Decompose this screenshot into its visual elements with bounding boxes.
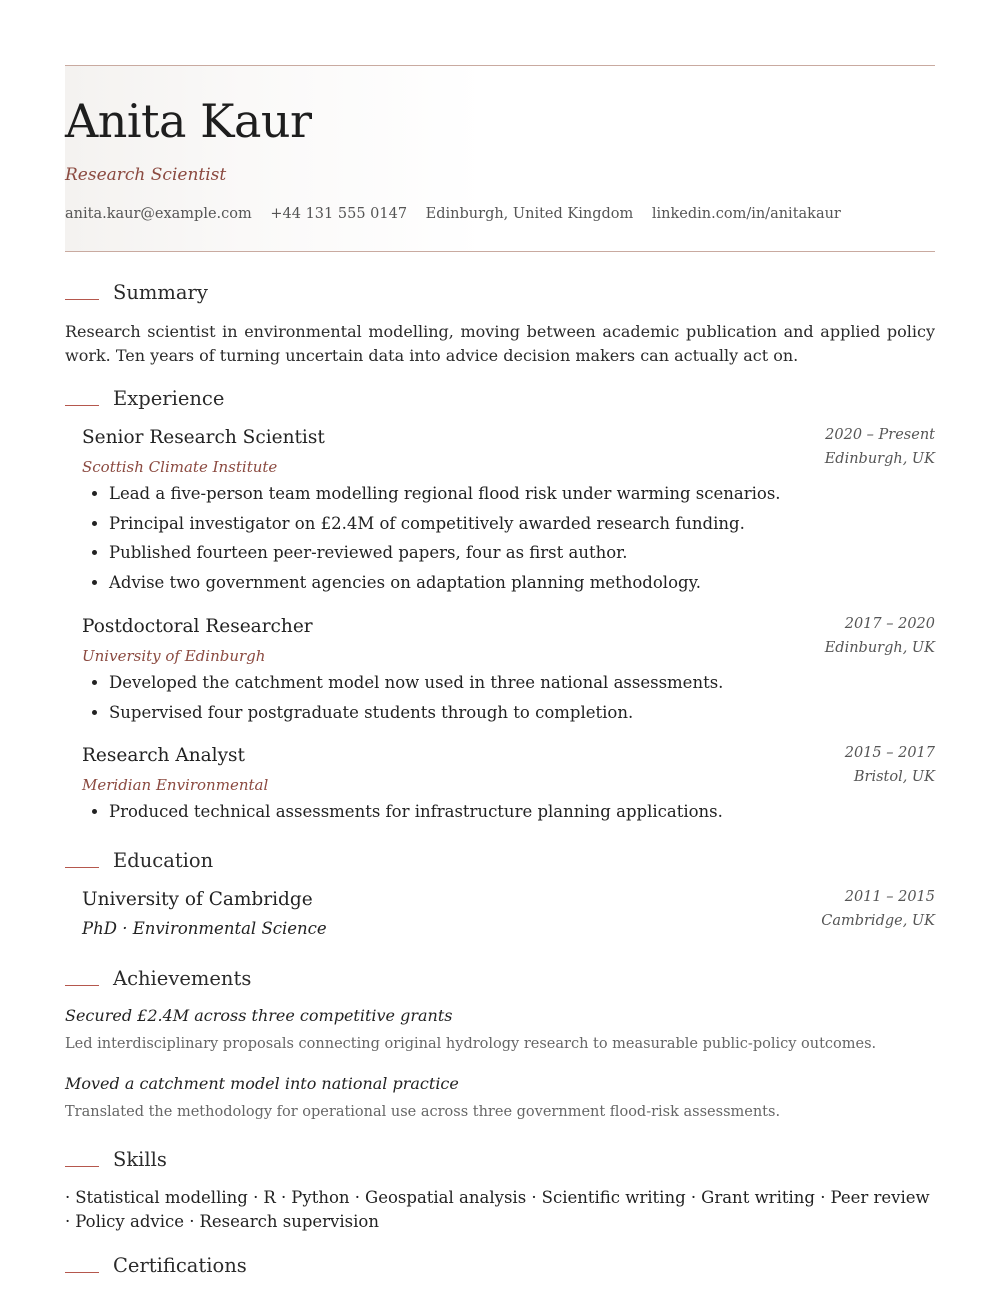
skills-list	[65, 1186, 935, 1233]
skill-item: Research supervision	[199, 1211, 379, 1231]
job-title: Postdoctoral Researcher	[82, 616, 313, 637]
skill-item: Python	[291, 1188, 350, 1207]
job-organization: Meridian Environmental	[82, 776, 269, 794]
skill-separator: ·	[253, 1188, 259, 1207]
skill-item: Statistical modelling	[75, 1188, 248, 1207]
contact-phone[interactable]: +44 131 555 0147	[270, 206, 408, 222]
skill-separator: ·	[65, 1211, 71, 1231]
resume-header	[65, 65, 935, 252]
job-location: Edinburgh, UK	[824, 640, 935, 656]
job-title: Research Analyst	[82, 745, 245, 766]
skill-separator: ·	[189, 1211, 195, 1231]
contact-linkedin[interactable]: linkedin.com/in/anitakaur	[651, 206, 841, 222]
job-bullet: • Lead a five-person team modelling regional flood risk under warming scenarios.	[109, 479, 935, 509]
skill-item: Geospatial analysis	[365, 1188, 527, 1207]
section-rule	[65, 299, 99, 300]
contact-location: Edinburgh, United Kingdom	[425, 206, 634, 222]
skill-separator: ·	[820, 1188, 826, 1207]
achievement-title: Moved a catchment model into national practice	[65, 1074, 459, 1093]
section-title: Skills	[113, 1148, 167, 1171]
job-bullet: • Developed the catchment model now used in three national assessments.	[109, 668, 935, 698]
education-location: Cambridge, UK	[821, 913, 935, 929]
job-location: Edinburgh, UK	[824, 451, 935, 467]
skill-separator: ·	[354, 1188, 361, 1207]
job-bullet: • Supervised four postgraduate students through to completion.	[109, 698, 935, 728]
skill-separator: ·	[690, 1188, 697, 1207]
section-title: Experience	[113, 387, 225, 410]
skill-item: Policy advice	[75, 1211, 184, 1231]
candidate-role: Research Scientist	[65, 165, 227, 185]
job-bullet: • Produced technical assessments for infrastructure planning applications.	[109, 797, 935, 827]
section-heading-skills	[65, 1148, 935, 1178]
job-dates: 2017 – 2020	[844, 616, 935, 632]
job-bullet: • Principal investigator on £2.4M of competitively awarded research funding.	[109, 509, 935, 539]
contact-email[interactable]: anita.kaur@example.com	[65, 206, 252, 222]
skill-item: R	[263, 1188, 276, 1207]
skill-item: Grant writing	[701, 1188, 815, 1207]
section-rule	[65, 1272, 99, 1273]
section-heading-experience	[65, 387, 935, 417]
job-bullets	[82, 797, 935, 827]
section-rule	[65, 867, 99, 868]
skill-separator: ·	[281, 1188, 287, 1207]
candidate-name: Anita Kaur	[65, 94, 312, 148]
section-title: Education	[113, 849, 214, 872]
job-title: Senior Research Scientist	[82, 427, 325, 448]
job-organization: University of Edinburgh	[82, 647, 266, 665]
skill-separator: ·	[65, 1188, 71, 1207]
achievement-description: Led interdisciplinary proposals connecting original hydrology research to measurable public-policy outcomes.	[65, 1036, 877, 1052]
skill-item: Scientific writing	[541, 1188, 686, 1207]
section-rule	[65, 985, 99, 986]
section-rule	[65, 405, 99, 406]
summary-text: Research scientist in environmental modelling, moving between academic publication and applied policy work. Ten years of turning uncertain data into advice decision makers can actually act on.	[65, 322, 935, 365]
section-heading-achievements	[65, 967, 935, 997]
achievement-description: Translated the methodology for operational use across three government flood-risk assessments.	[65, 1104, 781, 1120]
job-dates: 2015 – 2017	[844, 745, 935, 761]
section-heading-education	[65, 849, 935, 879]
achievement-title: Secured £2.4M across three competitive grants	[65, 1006, 453, 1025]
job-bullet: • Published fourteen peer-reviewed papers, four as first author.	[109, 538, 935, 568]
section-rule	[65, 1166, 99, 1167]
section-heading-certifications	[65, 1254, 935, 1284]
skill-item: Peer review	[830, 1188, 930, 1207]
job-bullet: • Advise two government agencies on adaptation planning methodology.	[109, 568, 935, 598]
education-dates: 2011 – 2015	[844, 889, 935, 905]
contact-line	[65, 206, 855, 222]
section-title: Achievements	[113, 967, 252, 990]
job-organization: Scottish Climate Institute	[82, 458, 278, 476]
job-location: Bristol, UK	[853, 769, 935, 785]
education-degree: PhD · Environmental Science	[82, 919, 327, 938]
section-title: Summary	[113, 281, 208, 304]
job-bullets	[82, 479, 935, 597]
skill-separator: ·	[531, 1188, 537, 1207]
section-title: Certifications	[113, 1254, 247, 1277]
job-bullets	[82, 668, 935, 727]
job-dates: 2020 – Present	[825, 427, 935, 443]
education-school: University of Cambridge	[82, 889, 313, 910]
section-heading-summary	[65, 281, 935, 311]
